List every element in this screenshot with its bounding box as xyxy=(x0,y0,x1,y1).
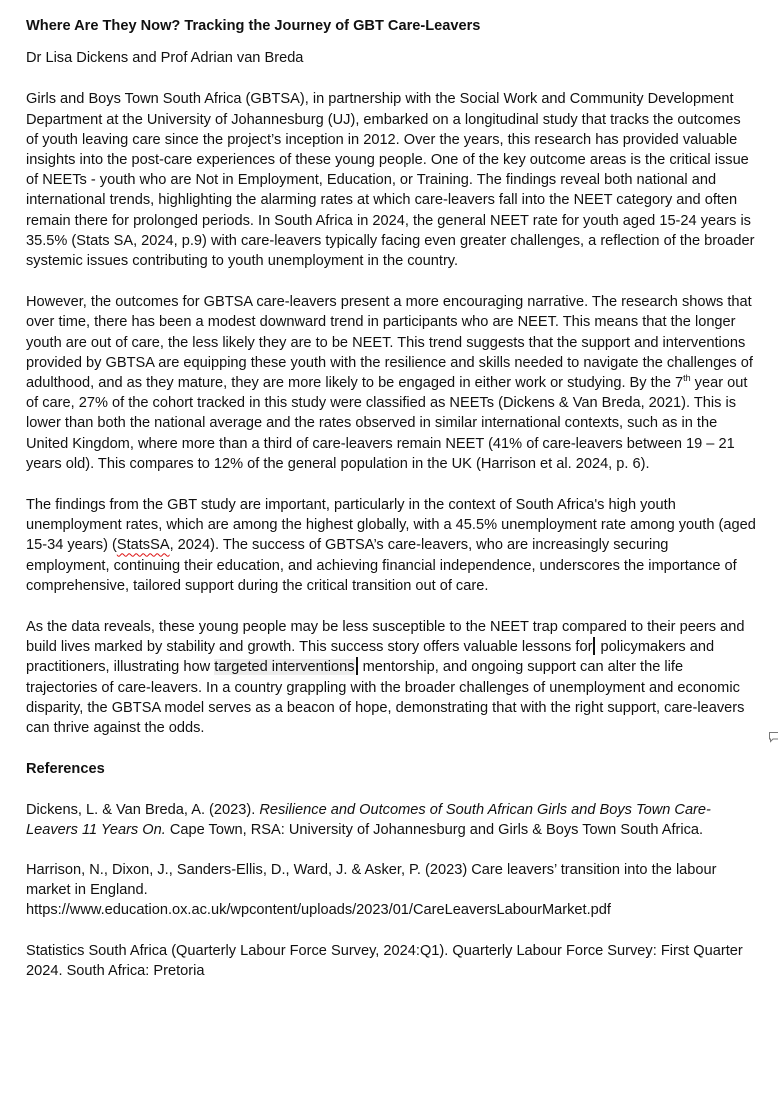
reference-1-title: Resilience and Outcomes of South African Girls and Boys Town Care-Leavers 11 Years On. xyxy=(26,801,711,838)
superscript-ordinal: th xyxy=(683,373,691,384)
commented-text-highlight[interactable]: targeted interventions xyxy=(214,659,355,676)
reference-1-publisher: Cape Town, RSA: University of Johannesburg and Girls & Boys Town South Africa. xyxy=(165,821,704,838)
paragraph-3-text-start: The findings from the GBT study are important, particularly in the context of South Africa's high youth unemployment rates, which are among the highest globally, with a 45.5% unemployment rate among youth (aged 15-34 years) ( xyxy=(26,497,756,554)
reference-2 xyxy=(26,860,756,921)
reference-2-text: Harrison, N., Dixon, J., Sanders-Ellis, D., Ward, J. & Asker, P. (2023) Care leavers’ transition into the labour market in England. xyxy=(26,861,717,899)
reference-3: Statistics South Africa (Quarterly Labour Force Survey, 2024:Q1). Quarterly Labour Force Survey: First Quarter 2024. South Africa: Pretoria xyxy=(26,942,743,979)
paragraph-3 xyxy=(26,495,756,596)
spellcheck-flagged-word[interactable]: StatsSA xyxy=(116,537,170,554)
document-authors: Dr Lisa Dickens and Prof Adrian van Breda xyxy=(26,50,304,67)
references-heading: References xyxy=(26,761,105,778)
paragraph-1: Girls and Boys Town South Africa (GBTSA), in partnership with the Social Work and Community Development Department at the University of Johannesburg (UJ), embarked on a longitudinal study that tracks the outcomes of youth leaving care since the project’s inception in 2012. Over the years, this research has provided valuable insights into the post-care experiences of these young people. One of the key outcome areas is the critical issue of NEETs - youth who are Not in Employment, Education, or Training. The findings reveal both national and international trends, highlighting the alarming rates at which care-leavers fall into the NEET category and often remain there for prolonged periods. In South Africa in 2024, the general NEET rate for youth aged 15-24 years is 35.5% (Stats SA, 2024, p.9) with care-leavers typically facing even greater challenges, a reflection of the broader systemic issues contributing to youth unemployment in the country. xyxy=(26,91,755,270)
reference-1 xyxy=(26,800,756,840)
paragraph-2-text-end: year out of care, 27% of the cohort tracked in this study were classified as NEETs (Dickens & Van Breda, 2021). This is lower than both the national average and the rates observed in similar international contexts, such as in the United Kingdom, where more than a third of care-leavers remain NEET (41% of care-leavers between 19 – 21 years old). This compares to 12% of the general population in the UK (Harrison et al. 2024, p. 6). xyxy=(26,375,748,472)
paragraph-2-text-start: However, the outcomes for GBTSA care-leavers present a more encouraging narrative. The research shows that over time, there has been a modest downward trend in participants who are NEET. This means that the longer youth are out of care, the less likely they are to be NEET. This trend suggests that the support and interventions provided by GBTSA are equipping these youth with the resilience and skills needed to navigate the challenges of adulthood, and as they mature, they are more likely to be engaged in either work or studying. By the 7 xyxy=(26,294,753,392)
paragraph-3-text-end: , 2024). The success of GBTSA’s care-leavers, who are increasingly securing employment, continuing their education, and achieving financial independence, underscores the importance of comprehensive, tailored support during the critical transition out of care. xyxy=(26,537,737,594)
comment-icon[interactable] xyxy=(768,731,778,743)
paragraph-4-text-start: As the data reveals, these young people may be less susceptible to the NEET trap compared to their peers and build lives marked by stability and growth. This success story offers valuable lessons for xyxy=(26,619,745,656)
paragraph-4 xyxy=(26,617,756,738)
paragraph-4-text-end: mentorship, and ongoing support can alter the life trajectories of care-leavers. In a country grappling with the broader challenges of unemployment and economic disparity, the GBTSA model serves as a beacon of hope, demonstrating that with the right support, care-leavers can thrive against the odds. xyxy=(26,659,745,737)
selection-end-cursor xyxy=(356,657,358,675)
paragraph-2 xyxy=(26,292,756,474)
paragraph-4-text-middle: policymakers and practitioners, illustrating how xyxy=(26,639,715,676)
reference-2-url[interactable]: https://www.education.ox.ac.uk/wpcontent/uploads/2023/01/CareLeaversLabourMarket.pdf xyxy=(26,902,611,919)
document-body[interactable] xyxy=(26,16,756,1001)
reference-1-authors: Dickens, L. & Van Breda, A. (2023). xyxy=(26,801,260,818)
document-title: Where Are They Now? Tracking the Journey of GBT Care-Leavers xyxy=(26,18,481,34)
